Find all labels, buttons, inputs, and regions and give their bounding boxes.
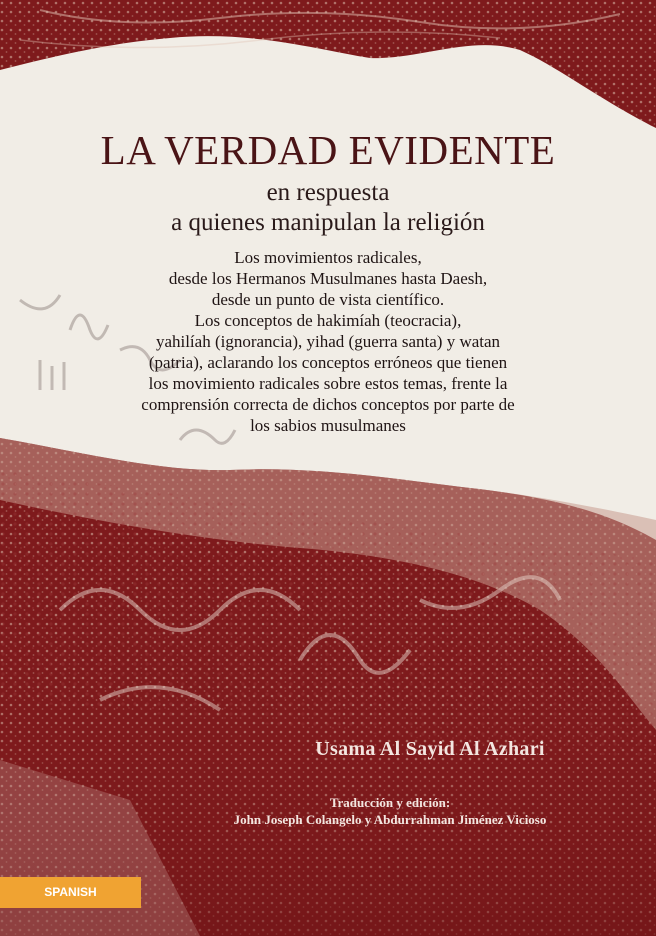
description-line: los movimiento radicales sobre estos temas, frente la [148, 374, 508, 393]
book-description [60, 247, 596, 436]
description-line: yahilíah (ignorancia), yihad (guerra santa) y watan [155, 332, 501, 351]
description-line: Los conceptos de hakimíah (teocracia), [194, 311, 462, 330]
language-tag: SPANISH [0, 877, 141, 908]
description-line: (patria), aclarando los conceptos erróneos que tienen [148, 353, 508, 372]
description-line: desde un punto de vista científico. [211, 290, 445, 309]
subtitle-line: en respuesta [266, 179, 390, 206]
description-line: los sabios musulmanes [250, 416, 406, 435]
author-name: Usama Al Sayid Al Azhari [315, 738, 545, 760]
description-line: Los movimientos radicales, [234, 248, 422, 267]
translation-credits [150, 794, 630, 828]
translator-names: John Joseph Colangelo y Abdurrahman Jiménez Vicioso [233, 812, 547, 827]
translation-label: Traducción y edición: [329, 795, 451, 810]
book-title: LA VERDAD EVIDENTE [100, 127, 556, 173]
description-line: desde los Hermanos Musulmanes hasta Daesh, [168, 269, 488, 288]
book-subtitle [0, 178, 656, 238]
description-line: comprensión correcta de dichos conceptos por parte de [141, 395, 515, 414]
subtitle-line: a quienes manipulan la religión [171, 209, 485, 236]
